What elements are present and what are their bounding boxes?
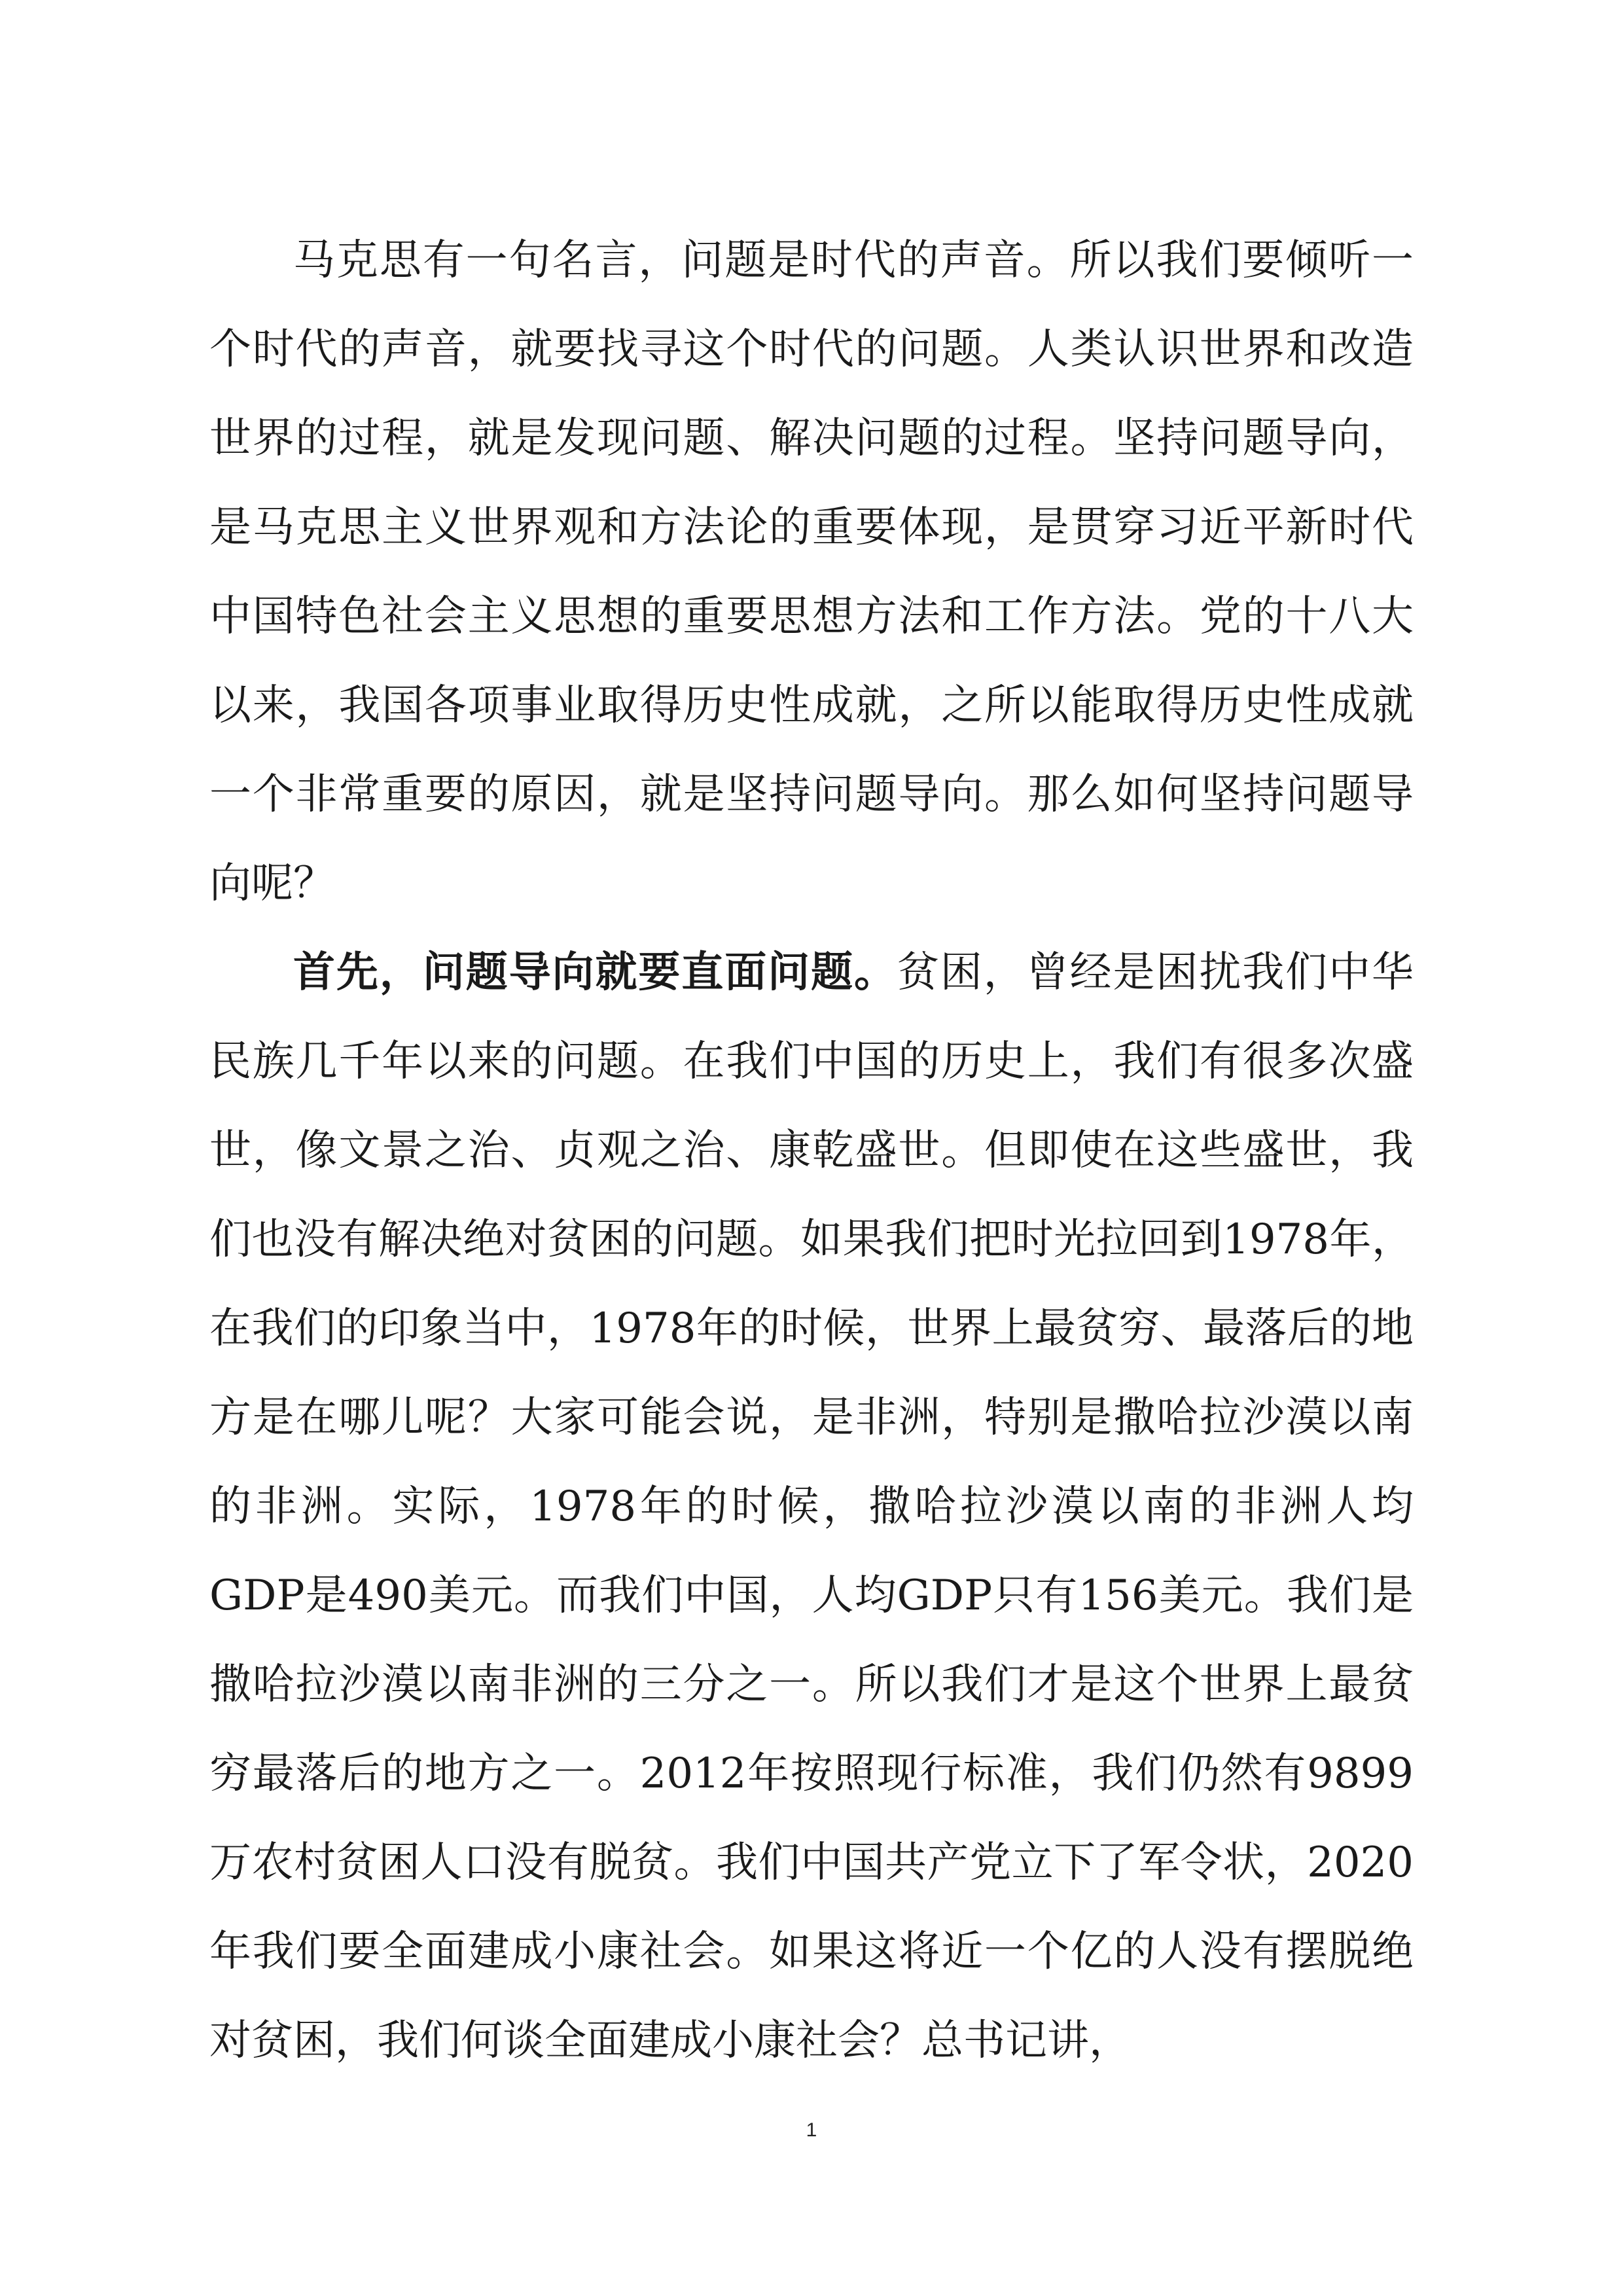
paragraph-2 <box>209 928 1414 2085</box>
paragraph-1-text: 马克思有一句名言，问题是时代的声音。所以我们要倾听一个时代的声音，就要找寻这个时代的问题。人类认识世界和改造世界的过程，就是发现问题、解决问题的过程。坚持问题导向，是马克思主义世界观和方法论的重要体现，是贯穿习近平新时代中国特色社会主义思想的重要思想方法和工作方法。党的十八大以来，我国各项事业取得历史性成就，之所以能取得历史性成就一个非常重要的原因，就是坚持问题导向。那么如何坚持问题导向呢？ <box>209 236 1414 908</box>
page-number: 1 <box>806 2119 817 2141</box>
document-body <box>209 216 1414 2085</box>
paragraph-1 <box>209 216 1414 928</box>
paragraph-2-text: 贫困，曾经是困扰我们中华民族几千年以来的问题。在我们中国的历史上，我们有很多次盛世，像文景之治、贞观之治、康乾盛世。但即使在这些盛世，我们也没有解决绝对贫困的问题。如果我们把时光拉回到1978年，在我们的印象当中，1978年的时候，世界上最贫穷、最落后的地方是在哪儿呢？大家可能会说，是非洲，特别是撒哈拉沙漠以南的非洲。实际，1978年的时候，撒哈拉沙漠以南的非洲人均GDP是490美元。而我们中国，人均GDP只有156美元。我们是撒哈拉沙漠以南非洲的三分之一。所以我们才是这个世界上最贫穷最落后的地方之一。2012年按照现行标准，我们仍然有9899万农村贫困人口没有脱贫。我们中国共产党立下了军令状，2020年我们要全面建成小康社会。如果这将近一个亿的人没有摆脱绝对贫困，我们何谈全面建成小康社会？总书记讲， <box>209 948 1414 2065</box>
paragraph-2-lead-sentence: 首先，问题导向就要直面问题。 <box>293 948 897 997</box>
